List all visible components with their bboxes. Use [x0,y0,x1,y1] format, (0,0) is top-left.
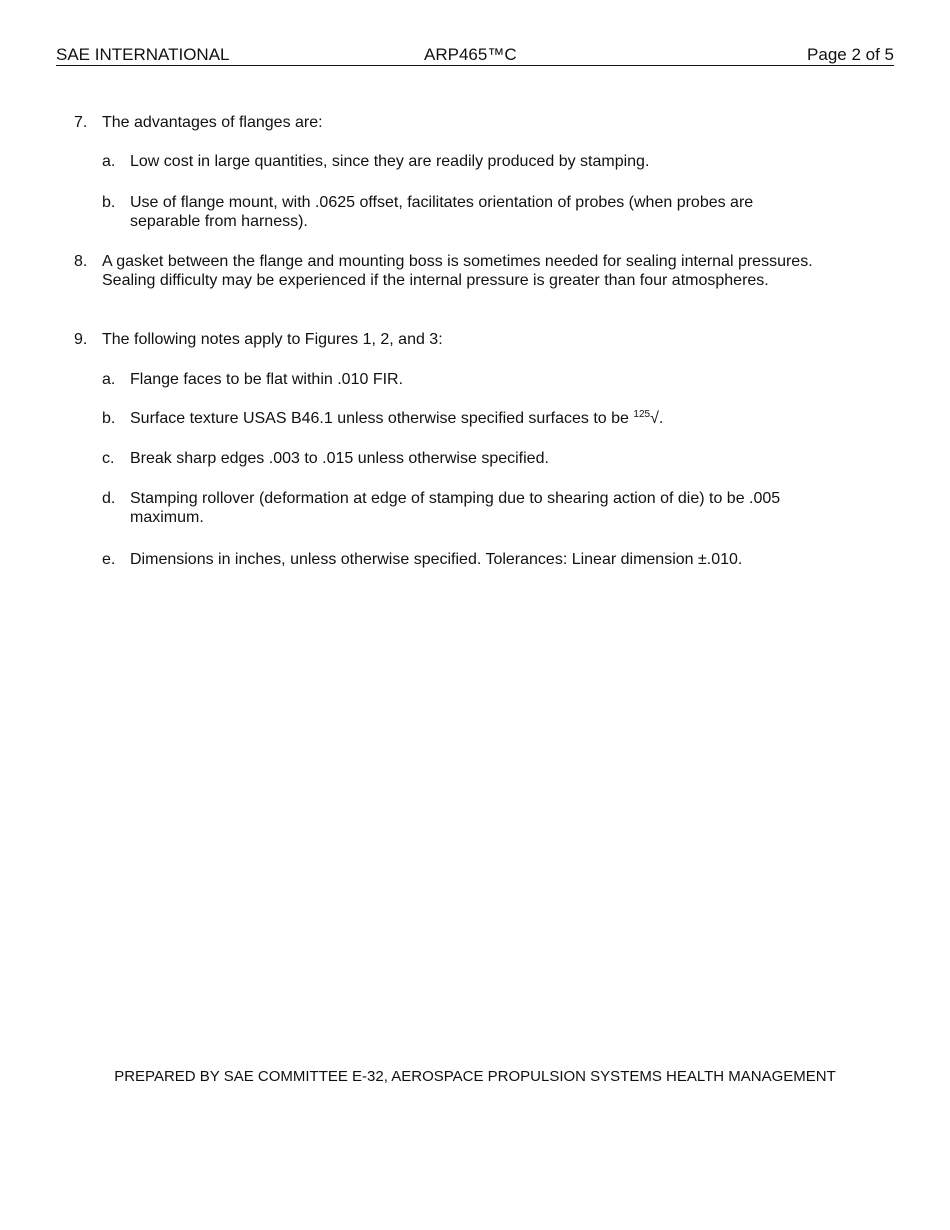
item-text: A gasket between the flange and mounting boss is sometimes needed for sealing internal pressures. Sealing difficulty may be experienced if the internal pressure is greater than four atmospheres. [102,253,813,289]
sub-item-text: Flange faces to be flat within .010 FIR. [130,371,404,388]
header-organization: SAE INTERNATIONAL [56,45,230,64]
header-page-number: Page 2 of 5 [807,45,894,64]
sub-item-letter: b. [102,410,116,427]
sub-item-text: Low cost in large quantities, since they are readily produced by stamping. [130,153,650,170]
sub-item-letter: c. [102,450,115,467]
sub-item-letter: b. [102,194,116,211]
sub-item-letter: e. [102,551,116,568]
sub-item-text [130,409,812,428]
item-text: The advantages of flanges are: [102,114,323,131]
sub-item-text: Stamping rollover (deformation at edge of stamping due to shearing action of die) to be .005 maximum. [130,490,781,526]
item-number: 8. [74,253,88,270]
roughness-value: 125 [633,409,651,420]
sub-item-letter: d. [102,490,116,507]
page-footer: PREPARED BY SAE COMMITTEE E-32, AEROSPACE PROPULSION SYSTEMS HEALTH MANAGEMENT [114,1068,836,1085]
header-document-number: ARP465™C [424,45,517,64]
sub-item-text: Use of flange mount, with .0625 offset, facilitates orientation of probes (when probes are separable from harness). [130,194,754,230]
sub-item-letter: a. [102,371,116,388]
sub-item-text: Break sharp edges .003 to .015 unless otherwise specified. [130,450,549,467]
surface-texture-text: Surface texture USAS B46.1 unless otherwise specified surfaces to be [130,410,629,427]
item-number: 7. [74,114,88,131]
sub-item-letter: a. [102,153,116,170]
sub-item-text: Dimensions in inches, unless otherwise specified. Tolerances: Linear dimension ±.010. [130,551,743,568]
surface-finish-symbol: √. [650,410,664,427]
item-text: The following notes apply to Figures 1, 2, and 3: [102,331,443,348]
item-number: 9. [74,331,88,348]
page-header [56,45,894,66]
